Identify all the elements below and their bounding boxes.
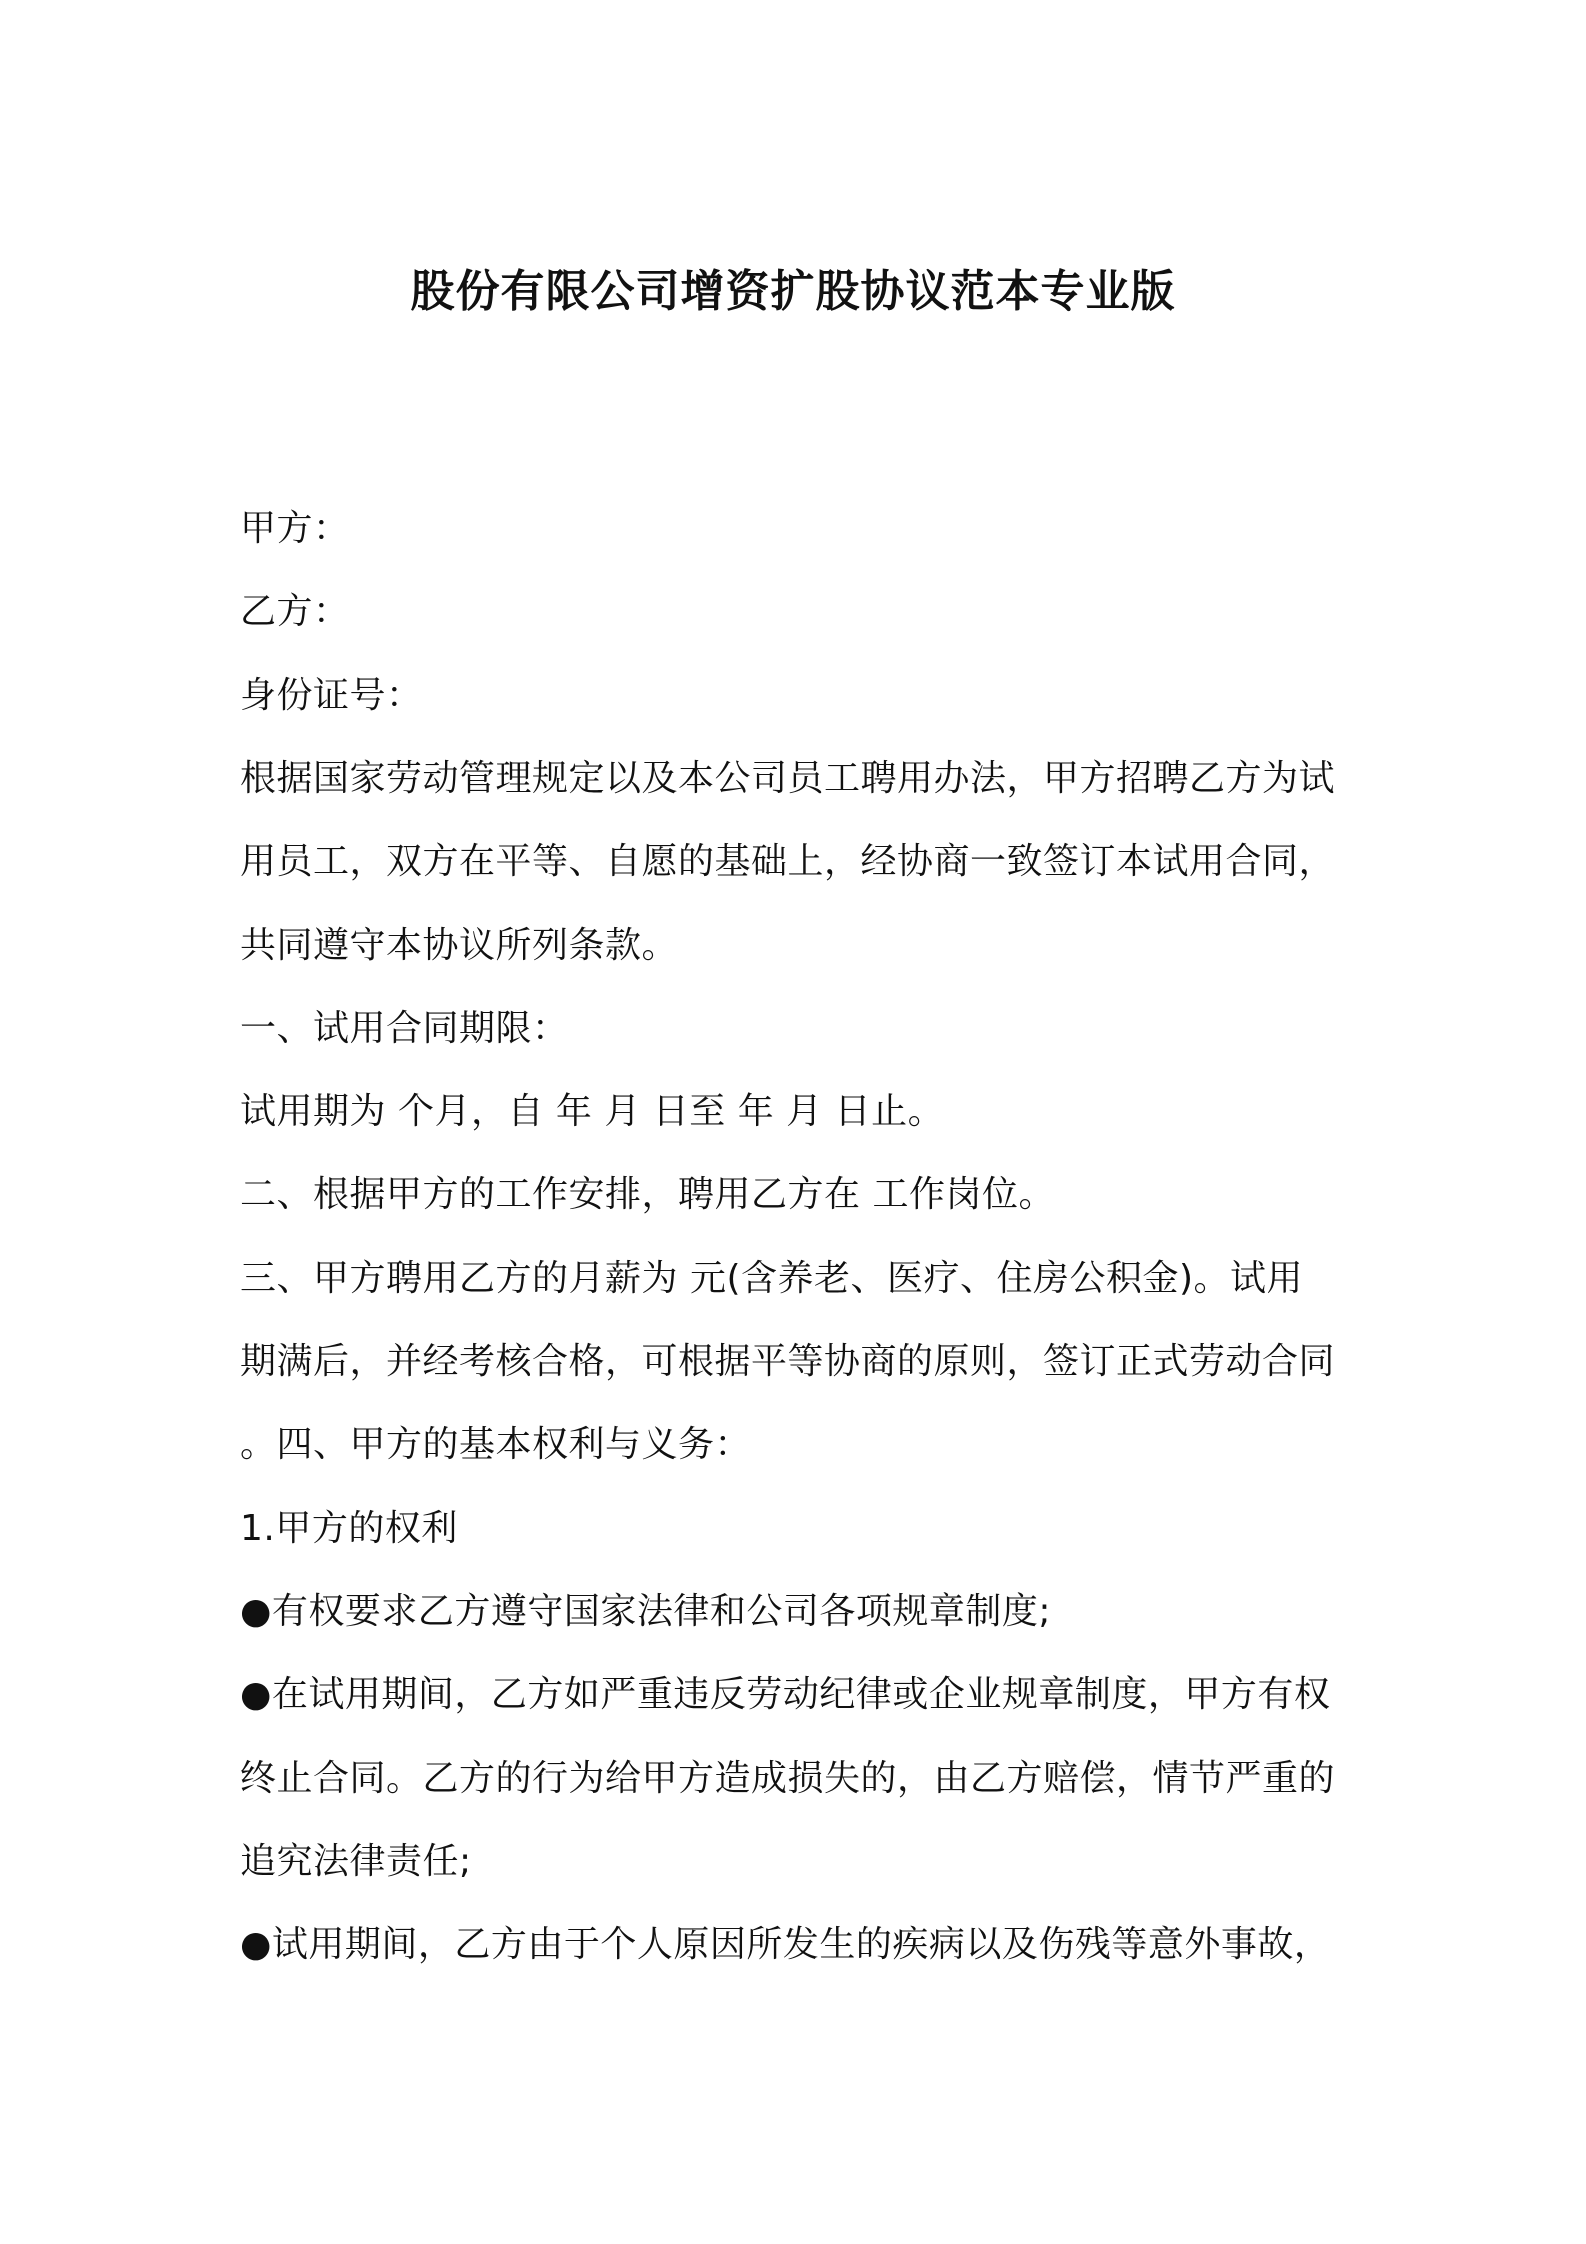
section-heading: 三、甲方聘用乙方的月薪为 元(含养老、医疗、住房公积金)。试用 xyxy=(240,1258,1304,1299)
body-line: 根据国家劳动管理规定以及本公司员工聘用办法，甲方招聘乙方为试 xyxy=(240,758,1336,799)
section-heading: 一、试用合同期限： xyxy=(240,1008,569,1049)
body-line: 用员工，双方在平等、自愿的基础上，经协商一致签订本试用合同， xyxy=(240,841,1336,882)
party-a-line: 甲方： xyxy=(240,508,350,549)
document-title: 股份有限公司增资扩股协议范本专业版 xyxy=(410,266,1176,317)
section-heading: 二、根据甲方的工作安排，聘用乙方在 工作岗位。 xyxy=(240,1174,1055,1215)
section-heading: 。四、甲方的基本权利与义务： xyxy=(240,1424,752,1465)
bullet-item: ●试用期间，乙方由于个人原因所发生的疾病以及伤残等意外事故， xyxy=(240,1924,1331,1965)
body-line: 期满后，并经考核合格，可根据平等协商的原则，签订正式劳动合同 xyxy=(240,1341,1336,1382)
bullet-item: ●有权要求乙方遵守国家法律和公司各项规章制度; xyxy=(240,1591,1052,1632)
party-b-line: 乙方： xyxy=(240,591,350,632)
body-line: 试用期为 个月，自 年 月 日至 年 月 日止。 xyxy=(240,1091,945,1132)
body-line: 共同遵守本协议所列条款。 xyxy=(240,925,679,966)
id-number-line: 身份证号： xyxy=(240,675,423,716)
subsection-heading: 1.甲方的权利 xyxy=(240,1508,458,1549)
body-line: 追究法律责任; xyxy=(240,1841,472,1882)
body-line: 终止合同。乙方的行为给甲方造成损失的，由乙方赔偿，情节严重的 xyxy=(240,1758,1336,1799)
bullet-item: ●在试用期间，乙方如严重违反劳动纪律或企业规章制度，甲方有权 xyxy=(240,1674,1331,1715)
